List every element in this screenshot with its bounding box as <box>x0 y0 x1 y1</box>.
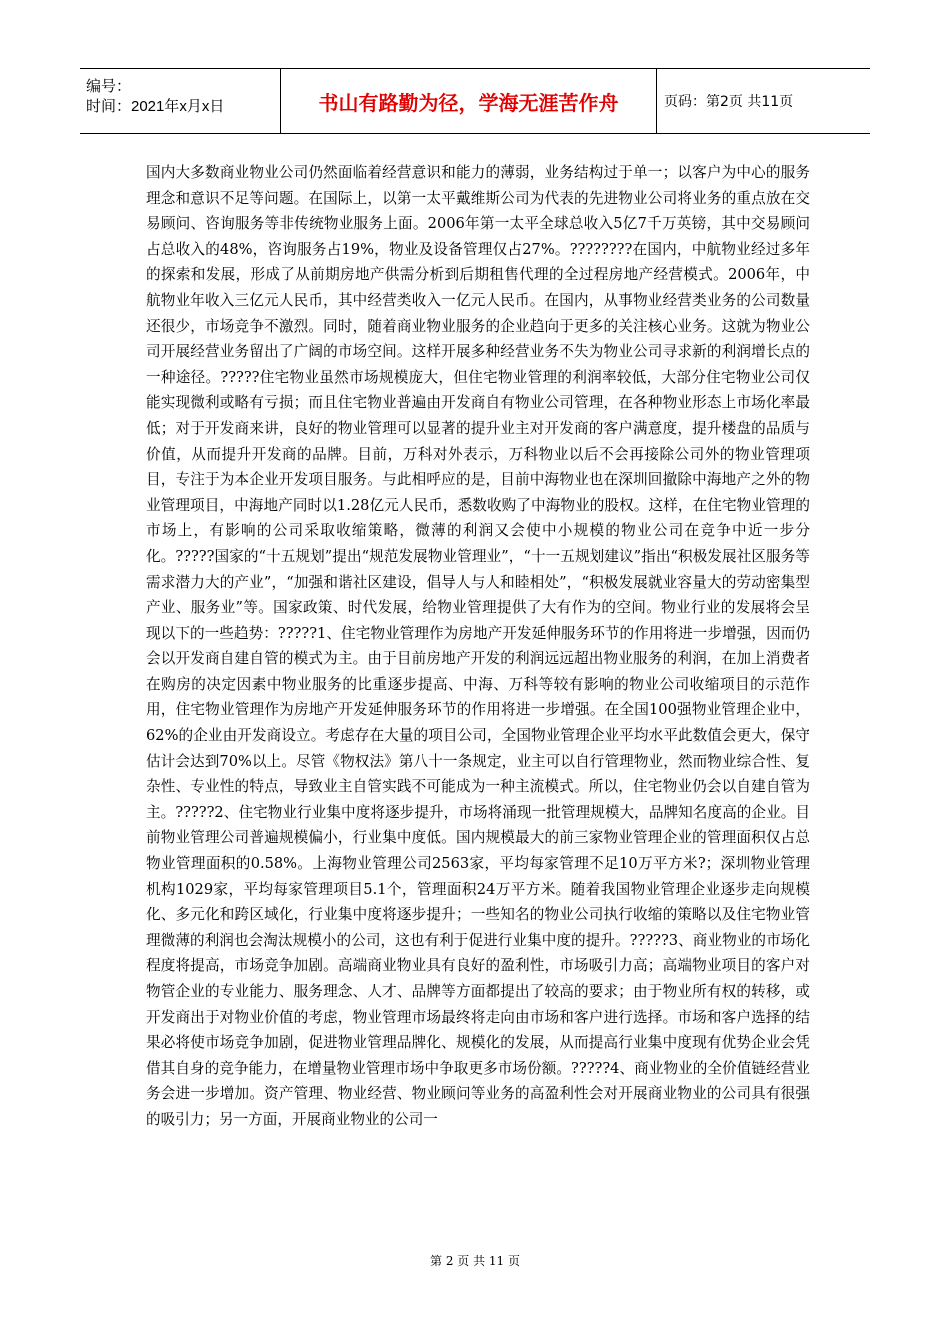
body-paragraph: 国内大多数商业物业公司仍然面临着经营意识和能力的薄弱，业务结构过于单一；以客户为中心的服务理念和意识不足等问题。在国际上，以第一太平戴维斯公司为代表的先进物业公司将业务的重点放在交易顾问、咨询服务等非传统物业服务上面。2006年第一太平全球总收入5亿7千万英镑，其中交易顾问占总收入的48%，咨询服务占19%，物业及设备管理仅占27%。????????在国内，中航物业经过多年的探索和发展，形成了从前期房地产供需分析到后期租售代理的全过程房地产经营模式。2006年，中航物业年收入三亿元人民币，其中经营类收入一亿元人民币。在国内，从事物业经营类业务的公司数量还很少，市场竞争不激烈。同时，随着商业物业服务的企业趋向于更多的关注核心业务。这就为物业公司开展经营业务留出了广阔的市场空间。这样开展多种经营业务不失为物业公司寻求新的利润增长点的一种途径。?????住宅物业虽然市场规模庞大，但住宅物业管理的利润率较低，大部分住宅物业公司仅能实现微利或略有亏损；而且住宅物业普遍由开发商自有物业公司管理，在各种物业形态上市场化率最低；对于开发商来讲，良好的物业管理可以显著的提升业主对开发商的客户满意度，提升楼盘的品质与价值，从而提升开发商的品牌。目前，万科对外表示，万科物业以后不会再接除公司外的物业管理项目，专注于为本企业开发项目服务。与此相呼应的是，目前中海物业也在深圳回撤除中海地产之外的物业管理项目，中海地产同时以1.28亿元人民币，悉数收购了中海物业的股权。这样，在住宅物业管理的市场上，有影响的公司采取收缩策略，微薄的利润又会使中小规模的物业公司在竞争中近一步分化。?????国家的“十五规划”提出“规范发展物业管理业”，“十一五规划建议”指出“积极发展社区服务等需求潜力大的产业”，“加强和谐社区建设，倡导人与人和睦相处”，“积极发展就业容量大的劳动密集型产业、服务业”等。国家政策、时代发展，给物业管理提供了大有作为的空间。物业行业的发展将会呈现以下的一些趋势：?????1、住宅物业管理作为房地产开发延伸服务环节的作用将进一步增强，因而仍会以开发商自建自管的模式为主。由于目前房地产开发的利润远远超出物业服务的利润，在加上消费者在购房的决定因素中物业服务的比重逐步提高、中海、万科等较有影响的物业公司收缩项目的示范作用，住宅物业管理作为房地产开发延伸服务环节的作用将进一步增强。在全国100强物业管理企业中，62%的企业由开发商设立。考虑存在大量的项目公司，全国物业管理企业平均水平此数值会更大，保守估计会达到70%以上。尽管《物权法》第八十一条规定，业主可以自行管理物业，然而物业综合性、复杂性、专业性的特点，导致业主自管实践不可能成为一种主流模式。所以，住宅物业仍会以自建自管为主。?????2、住宅物业行业集中度将逐步提升，市场将涌现一批管理规模大，品牌知名度高的企业。目前物业管理公司普遍规模偏小，行业集中度低。国内规模最大的前三家物业管理企业的管理面积仅占总物业管理面积的0.58%。上海物业管理公司2563家，平均每家管理不足10万平方米?；深圳物业管理机构1029家，平均每家管理项目5.1个，管理面积24万平方米。随着我国物业管理企业逐步走向规模化、多元化和跨区域化，行业集中度将逐步提升；一些知名的物业公司执行收缩的策略以及住宅物业管理微薄的利润也会淘汰规模小的公司，这也有利于促进行业集中度的提升。?????3、商业物业的市场化程度将提高，市场竞争加剧。高端商业物业具有良好的盈利性，市场吸引力高；高端物业项目的客户对物管企业的专业能力、服务理念、人才、品牌等方面都提出了较高的要求；由于物业所有权的转移，或开发商出于对物业价值的考虑，物业管理市场最终将走向由市场和客户进行选择。市场和客户选择的结果必将使市场竞争加剧，促进物业管理品牌化、规模化的发展，从而提高行业集中度现有优势企业会凭借其自身的竞争能力，在增量物业管理市场中争取更多市场份额。?????4、商业物业的全价值链经营业务会进一步增加。资产管理、物业经营、物业顾问等业务的高盈利性会对开展商业物业的公司具有很强的吸引力；另一方面，开展商业物业的公司一 <box>146 164 810 1128</box>
header-page-info: 页码：第2页 共11页 <box>664 94 794 110</box>
document-time-label: 时间：2021年x月x日 <box>86 98 225 115</box>
document-number-label: 编号： <box>86 78 132 95</box>
page-footer: 第 2 页 共 11 页 <box>430 1254 520 1268</box>
header-motto: 书山有路勤为径，学海无涯苦作舟 <box>280 69 657 133</box>
header-left-cell <box>80 69 280 133</box>
page-header <box>80 68 870 134</box>
document-body <box>146 160 810 1133</box>
